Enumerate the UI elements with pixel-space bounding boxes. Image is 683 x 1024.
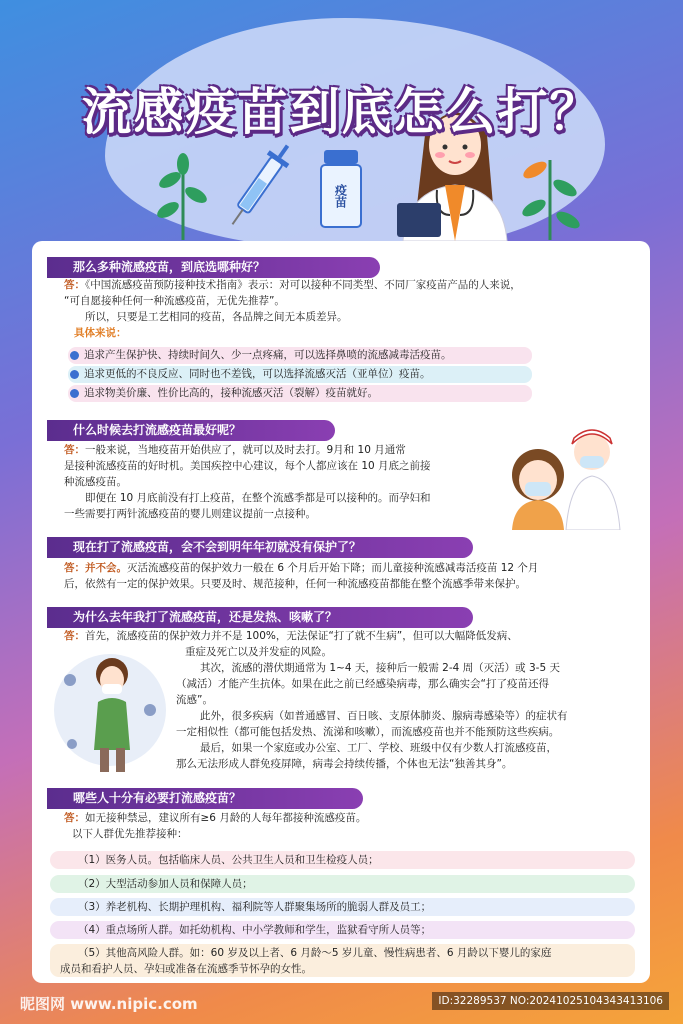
paragraph: 灭活流感疫苗的保护效力一般在 6 个月后开始下降；而儿童接种流感减毒活疫苗 12 个月: [127, 562, 539, 574]
paragraph: 《中国流感疫苗预防接种技术指南》表示：对可以接种不同类型、不同厂家疫苗产品的人来说，: [85, 279, 521, 291]
answer-prefix: 答：: [64, 444, 85, 456]
section-heading: 哪些人十分有必要打流感疫苗？: [47, 788, 363, 809]
paragraph: 一定相似性（都可能包括发热、流涕和咳嗽），而流感疫苗也并不能预防这些疾病。: [176, 726, 560, 738]
footer: [0, 985, 683, 1024]
priority-group-item: （4）重点场所人群。如托幼机构、中小学教师和学生，监狱看守所人员等；: [50, 921, 635, 939]
site-logo: 昵图网 www.nipic.com: [20, 995, 198, 1013]
bullet-item: 追求物美价廉、性价比高的，接种流感灭活（裂解）疫苗就好。: [68, 385, 532, 402]
priority-group-item: （3）养老机构、长期护理机构、福利院等人群聚集场所的脆弱人群及员工；: [50, 898, 635, 916]
paragraph: 首先，流感疫苗的保护效力并不是 100%，无法保证“打了就不生病”，但可以大幅降低发病、: [85, 630, 518, 642]
paragraph: 即便在 10 月底前没有打上疫苗，在整个流感季都是可以接种的。而孕妇和: [85, 492, 431, 504]
paragraph: 一般来说，当地疫苗开始供应了，就可以及时去打。9月和 10 月通常: [85, 444, 406, 456]
section-heading: 什么时候去打流感疫苗最好呢？: [47, 420, 335, 441]
leaf-icon: [148, 150, 218, 240]
paragraph: 种流感疫苗。: [64, 476, 127, 488]
priority-group-item: （2）大型活动参加人员和保障人员；: [50, 875, 635, 893]
paragraph: 那么无法形成人群免疫屏障，病毒会持续传播，个体也无法“独善其身”。: [176, 758, 513, 770]
syringe-icon: [225, 135, 295, 235]
section-body: [64, 442, 494, 522]
vial-label: 疫苗: [333, 184, 348, 208]
paragraph: 此外，很多疾病（如普通感冒、百日咳、支原体肺炎、腺病毒感染等）的症状有: [200, 710, 568, 722]
answer-prefix: 答：: [64, 630, 85, 642]
section-heading: 那么多种流感疫苗，到底选哪种好？: [47, 257, 380, 278]
bullet-item: 追求更低的不良反应、同时也不差钱，可以选择流感灭活（亚单位）疫苗。: [68, 366, 532, 383]
answer-prefix: 答：: [64, 279, 85, 291]
paragraph: 重症及死亡以及并发症的风险。: [185, 646, 332, 658]
paragraph: 流感”。: [176, 694, 213, 706]
nurse-child-illustration: [500, 420, 628, 530]
paragraph: 以下人群优先推荐接种：: [72, 828, 188, 840]
paragraph: （减活）才能产生抗体。如果在此之前已经感染病毒，那么确实会“打了疫苗还得: [176, 678, 549, 690]
bullet-item: 追求产生保护快、持续时间久、少一点疼痛，可以选择鼻喷的流感减毒活疫苗。: [68, 347, 532, 364]
page-title: 流感疫苗到底怎么打？: [81, 83, 602, 141]
paragraph: 是接种流感疫苗的好时机。美国疾控中心建议，每个人都应该在 10 月底之前接: [64, 460, 431, 472]
vaccine-vial-icon: [320, 150, 362, 230]
section-body: [64, 560, 649, 592]
bullet-dot-icon: [70, 351, 79, 360]
section-body: [64, 277, 644, 341]
answer-prefix: 答：并不会。: [64, 562, 127, 574]
bullet-dot-icon: [70, 370, 79, 379]
paragraph: 后，依然有一定的保护效果。只要及时、规范接种，任何一种流感疫苗都能在整个流感季带来保护。: [64, 578, 526, 590]
image-id-label: ID:32289537 NO:20241025104343413106: [432, 992, 669, 1010]
leaf-icon: [510, 140, 590, 240]
section-body: [176, 660, 646, 772]
bullet-dot-icon: [70, 389, 79, 398]
priority-group-item: （5）其他高风险人群。如：60 岁及以上者、6 月龄～5 岁儿童、慢性病患者、6 月龄以下婴儿的家庭 成员和看护人员、孕妇或准备在流感季节怀孕的女性。: [50, 944, 635, 977]
paragraph: 所以，只要是工艺相同的疫苗，各品牌之间无本质差异。: [85, 311, 348, 323]
priority-group-item: （1）医务人员。包括临床人员、公共卫生人员和卫生检疫人员；: [50, 851, 635, 869]
paragraph: 一些需要打两针流感疫苗的婴儿则建议提前一点接种。: [64, 508, 316, 520]
section-body: [64, 810, 649, 842]
section-heading: 为什么去年我打了流感疫苗，还是发热、咳嗽了？: [47, 607, 473, 628]
section-heading: 现在打了流感疫苗，会不会到明年年初就没有保护了？: [47, 537, 473, 558]
answer-prefix: 答：: [64, 812, 85, 824]
paragraph: “可自愿接种任何一种流感疫苗，无优先推荐”。: [64, 295, 285, 307]
paragraph: 如无接种禁忌，建议所有≥6 月龄的人每年都接种流感疫苗。: [85, 812, 367, 824]
paragraph: 其次，流感的潜伏期通常为 1~4 天，接种后一般需 2-4 周（灭活）或 3-5 天: [200, 662, 560, 674]
paragraph: 最后，如果一个家庭或办公室、工厂、学校、班级中仅有少数人打流感疫苗，: [200, 742, 557, 754]
specific-label: 具体来说：: [74, 327, 127, 339]
sick-person-illustration: [50, 640, 168, 776]
